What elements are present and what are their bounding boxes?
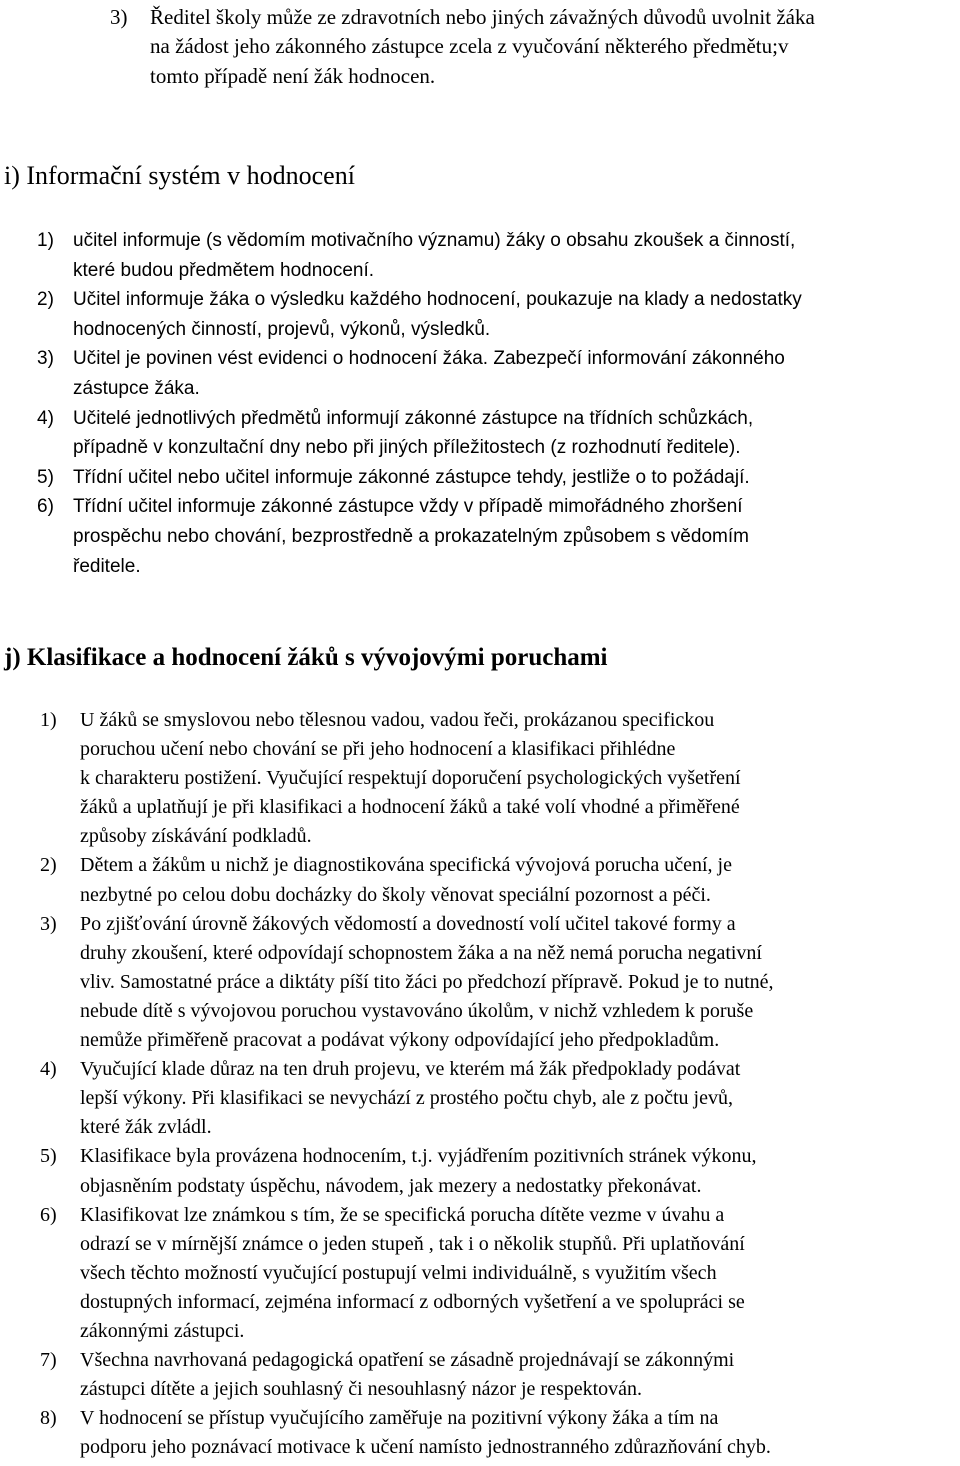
list-item-line: žáků a uplatňují je při klasifikaci a hodnocení žáků a také volí vhodné a přiměřené: [80, 796, 740, 819]
list-item-line: zástupce žáka.: [73, 377, 200, 399]
list-item-number: 4): [40, 1058, 57, 1081]
list-item-number: 6): [40, 1203, 57, 1226]
list-item-line: vliv. Samostatné práce a diktáty píší tito žáci po předchozí přípravě. Pokud je to nutné,: [80, 970, 774, 993]
list-item-line: učitel informuje (s vědomím motivačního významu) žáky o obsahu zkoušek a činností,: [73, 230, 796, 251]
list-item-line: nemůže přiměřeně pracovat a podávat výkony odpovídající jeho předpokladům.: [80, 1029, 720, 1052]
list-item-number: 5): [37, 466, 54, 488]
section-i-heading: i) Informační systém v hodnocení: [4, 161, 355, 190]
list-item-line: Všechna navrhovaná pedagogická opatření se zásadně projednávají se zákonnými: [80, 1349, 735, 1372]
list-item: [0, 910, 960, 1055]
list-item-line: V hodnocení se přístup vyučujícího zaměřuje na pozitivní výkony žáka a tím na: [80, 1407, 719, 1430]
list-item-number: 2): [37, 289, 54, 311]
list-item: [0, 1142, 960, 1200]
list-item: [0, 1346, 960, 1404]
list-item-line: zákonnými zástupci.: [80, 1319, 245, 1342]
list-item-number: 3): [37, 348, 54, 370]
list-item-line: Učitel informuje žáka o výsledku každého hodnocení, poukazuje na klady a nedostatky: [73, 289, 802, 311]
list-item-line: Učitelé jednotlivých předmětů informují zákonné zástupce na třídních schůzkách,: [73, 407, 754, 429]
section-j-list: [0, 706, 960, 1462]
list-item-line: Po zjišťování úrovně žákových vědomostí a dovedností volí učitel takové formy a: [80, 912, 736, 935]
list-item-line: k charakteru postižení. Vyučující respektují doporučení psychologických vyšetření: [80, 767, 741, 790]
list-item-line: Klasifikovat lze známkou s tím, že se specifická porucha dítěte vezme v úvahu a: [80, 1203, 725, 1226]
list-item: [0, 851, 960, 909]
list-item-number: 1): [37, 230, 54, 251]
list-item-line: druhy zkoušení, které odpovídají schopnostem žáka a na něž nemá porucha negativní: [80, 941, 762, 964]
list-item-line: které budou předmětem hodnocení.: [73, 259, 375, 281]
list-item-number: 3): [110, 5, 128, 29]
list-item-line: U žáků se smyslovou nebo tělesnou vadou, vadou řeči, prokázanou specifickou: [80, 709, 715, 731]
list-item-number: 6): [37, 496, 54, 518]
list-item-line: dostupných informací, zejména informací z odborných vyšetření a ve spolupráci se: [80, 1290, 745, 1313]
list-item-line: podporu jeho poznávací motivace k učení namísto jednostranného zdůrazňování chyb.: [80, 1436, 771, 1459]
list-item-line: ředitele.: [73, 555, 141, 577]
list-item-line: poruchou učení nebo chování se při jeho hodnocení a klasifikaci přihlédne: [80, 738, 676, 761]
list-item-line: Třídní učitel nebo učitel informuje zákonné zástupce tehdy, jestliže o to požádají.: [73, 466, 750, 488]
list-item-line: případně v konzultační dny nebo při jiných příležitostech (z rozhodnutí ředitele).: [73, 437, 741, 459]
list-item: [0, 1404, 960, 1462]
list-item-line: prospěchu nebo chování, bezprostředně a prokazatelným způsobem s vědomím: [73, 525, 749, 547]
section-i-list: [0, 226, 960, 581]
list-item-line: na žádost jeho zákonného zástupce zcela z vyučování některého předmětu;v: [150, 34, 789, 59]
list-item: [0, 404, 960, 463]
list-item-line: všech těchto možností vyučující postupují velmi individuálně, s využitím všech: [80, 1261, 717, 1284]
continuation-list: [0, 3, 960, 91]
list-item: [0, 1055, 960, 1142]
list-item: [0, 706, 960, 851]
list-item-number: 3): [40, 912, 57, 935]
list-item-number: 2): [40, 854, 57, 877]
list-item-number: 1): [40, 709, 57, 731]
list-item-number: 5): [40, 1145, 57, 1168]
list-item-number: 7): [40, 1349, 57, 1372]
list-item-line: hodnocených činností, projevů, výkonů, výsledků.: [73, 318, 491, 340]
list-item-line: způsoby získávání podkladů.: [80, 825, 312, 848]
list-item-line: nezbytné po celou dobu docházky do školy věnovat speciální pozornost a péči.: [80, 883, 711, 906]
list-item-line: objasněním podstaty úspěchu, návodem, jak mezery a nedostatky překonávat.: [80, 1174, 702, 1197]
list-item-number: 4): [37, 407, 54, 429]
list-item-line: Učitel je povinen vést evidenci o hodnocení žáka. Zabezpečí informování zákonného: [73, 348, 785, 370]
list-item-line: tomto případě není žák hodnocen.: [150, 63, 436, 88]
list-item: [0, 1201, 960, 1346]
list-item: [0, 3, 960, 91]
list-item: [0, 344, 960, 403]
list-item-line: Vyučující klade důraz na ten druh projevu, ve kterém má žák předpoklady podávat: [80, 1058, 741, 1081]
list-item-line: zástupci dítěte a jejich souhlasný či nesouhlasný názor je respektován.: [80, 1378, 643, 1401]
list-item-line: Ředitel školy může ze zdravotních nebo jiných závažných důvodů uvolnit žáka: [150, 5, 815, 29]
list-item-line: odrazí se v mírnější známce o jeden stupeň , tak i o několik stupňů. Při uplatňování: [80, 1232, 745, 1255]
list-item-line: které žák zvládl.: [80, 1116, 212, 1139]
list-item-line: nebude dítě s vývojovou poruchou vystavováno úkolům, v nichž vzhledem k poruše: [80, 999, 754, 1022]
list-item: [0, 226, 960, 285]
list-item-line: Klasifikace byla provázena hodnocením, t.j. vyjádřením pozitivních stránek výkonu,: [80, 1145, 757, 1168]
list-item-line: Třídní učitel informuje zákonné zástupce vždy v případě mimořádného zhoršení: [73, 496, 743, 518]
list-item: [0, 463, 960, 493]
list-item: [0, 285, 960, 344]
list-item-number: 8): [40, 1407, 57, 1430]
section-j-heading: j) Klasifikace a hodnocení žáků s vývojovými poruchami: [4, 644, 608, 671]
list-item-line: Dětem a žákům u nichž je diagnostikována specifická vývojová porucha učení, je: [80, 854, 732, 877]
list-item: [0, 492, 960, 581]
list-item-line: lepší výkony. Při klasifikaci se nevychází z prostého počtu chyb, ale z počtu jevů,: [80, 1087, 733, 1110]
